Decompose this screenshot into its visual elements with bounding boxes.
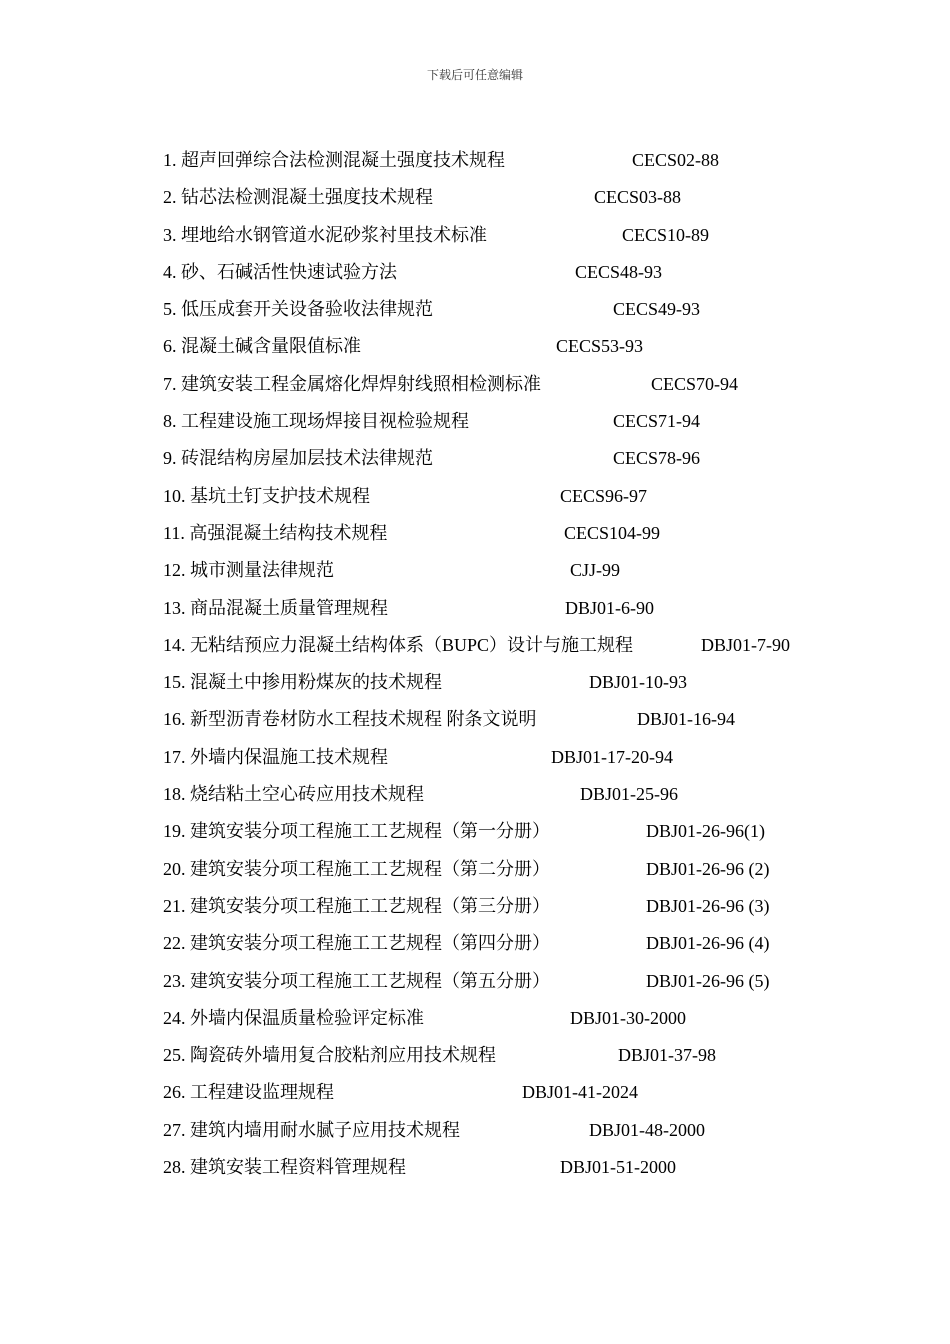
- list-item: [0, 627, 950, 664]
- item-title: 12. 城市测量法律规范: [163, 560, 334, 581]
- list-item: [0, 217, 950, 254]
- list-item: [0, 552, 950, 589]
- list-item: [0, 440, 950, 477]
- list-item: [0, 291, 950, 328]
- item-title: 20. 建筑安装分项工程施工工艺规程（第二分册）: [163, 858, 550, 879]
- list-item: [0, 888, 950, 925]
- item-code: DBJ01-48-2000: [589, 1119, 705, 1140]
- item-code: DBJ01-26-96(1): [646, 821, 765, 842]
- list-item: [0, 1112, 950, 1149]
- item-code: DBJ01-26-96 (2): [646, 858, 770, 879]
- item-code: CECS49-93: [613, 299, 701, 320]
- list-item: [0, 851, 950, 888]
- item-title: 17. 外墙内保温施工技术规程: [163, 746, 388, 767]
- list-item: [0, 1149, 950, 1186]
- item-code: CECS48-93: [575, 261, 663, 282]
- item-title: 1. 超声回弹综合法检测混凝土强度技术规程: [163, 150, 505, 170]
- list-item: [0, 701, 950, 738]
- item-title: 9. 砖混结构房屋加层技术法律规范: [163, 448, 433, 469]
- item-code: DBJ01-25-96: [580, 784, 678, 805]
- item-title: 6. 混凝土碱含量限值标准: [163, 336, 361, 357]
- item-title: 27. 建筑内墙用耐水腻子应用技术规程: [163, 1119, 460, 1140]
- item-code: DBJ01-41-2024: [522, 1082, 638, 1103]
- list-item: [0, 925, 950, 962]
- item-code: CECS70-94: [651, 373, 739, 394]
- list-item: [0, 403, 950, 440]
- item-title: 18. 烧结粘土空心砖应用技术规程: [163, 784, 424, 805]
- item-title: 8. 工程建设施工现场焊接目视检验规程: [163, 411, 469, 432]
- list-item: [0, 366, 950, 403]
- item-code: CECS104-99: [564, 522, 661, 543]
- item-title: 22. 建筑安装分项工程施工工艺规程（第四分册）: [163, 933, 550, 954]
- item-code: DBJ01-7-90: [701, 634, 790, 655]
- list-item: [0, 739, 950, 776]
- list-item: [0, 254, 950, 291]
- list-item: [0, 590, 950, 627]
- list-item: [0, 776, 950, 813]
- item-code: DBJ01-16-94: [637, 709, 735, 730]
- item-title: 16. 新型沥青卷材防水工程技术规程 附条文说明: [163, 709, 537, 730]
- item-title: 2. 钻芯法检测混凝土强度技术规程: [163, 187, 433, 208]
- item-code: DBJ01-30-2000: [570, 1007, 686, 1028]
- item-title: 7. 建筑安装工程金属熔化焊焊射线照相检测标准: [163, 373, 541, 394]
- item-code: DBJ01-51-2000: [560, 1157, 676, 1178]
- item-code: DBJ01-37-98: [618, 1045, 716, 1066]
- list-item: [0, 813, 950, 850]
- list-item: [0, 1037, 950, 1074]
- list-item: [0, 142, 950, 179]
- list-item: [0, 664, 950, 701]
- item-title: 14. 无粘结预应力混凝土结构体系（BUPC）设计与施工规程: [163, 634, 634, 655]
- item-title: 25. 陶瓷砖外墙用复合胶粘剂应用技术规程: [163, 1045, 496, 1066]
- list-item: [0, 1074, 950, 1111]
- item-title: 3. 埋地给水钢管道水泥砂浆衬里技术标准: [163, 224, 487, 245]
- item-title: 19. 建筑安装分项工程施工工艺规程（第一分册）: [163, 821, 550, 842]
- item-code: DBJ01-26-96 (4): [646, 933, 770, 954]
- item-code: DBJ01-17-20-94: [551, 746, 673, 767]
- item-code: CECS02-88: [632, 150, 720, 170]
- list-item: [0, 1000, 950, 1037]
- item-code: DBJ01-26-96 (3): [646, 895, 770, 916]
- item-code: CECS03-88: [594, 187, 682, 208]
- item-title: 26. 工程建设监理规程: [163, 1082, 334, 1103]
- item-code: CECS71-94: [613, 411, 701, 432]
- item-title: 4. 砂、石碱活性快速试验方法: [163, 261, 397, 282]
- item-title: 13. 商品混凝土质量管理规程: [163, 597, 388, 618]
- list-item: [0, 963, 950, 1000]
- item-title: 11. 高强混凝土结构技术规程: [163, 522, 388, 543]
- item-code: CJJ-99: [570, 560, 621, 581]
- list-item: [0, 478, 950, 515]
- item-title: 28. 建筑安装工程资料管理规程: [163, 1157, 406, 1178]
- item-code: DBJ01-10-93: [589, 672, 687, 693]
- page-header: 下载后可任意编辑: [426, 68, 523, 82]
- list-item: [0, 515, 950, 552]
- item-title: 21. 建筑安装分项工程施工工艺规程（第三分册）: [163, 895, 550, 916]
- item-code: CECS96-97: [560, 485, 648, 506]
- item-code: CECS10-89: [622, 224, 710, 245]
- item-title: 5. 低压成套开关设备验收法律规范: [163, 299, 433, 320]
- item-title: 10. 基坑土钉支护技术规程: [163, 485, 370, 506]
- standards-list: [0, 142, 950, 1186]
- list-item: [0, 328, 950, 365]
- item-code: DBJ01-26-96 (5): [646, 970, 770, 991]
- item-title: 23. 建筑安装分项工程施工工艺规程（第五分册）: [163, 970, 550, 991]
- item-code: DBJ01-6-90: [565, 597, 654, 618]
- list-item: [0, 179, 950, 216]
- item-title: 24. 外墙内保温质量检验评定标准: [163, 1007, 424, 1028]
- item-code: CECS78-96: [613, 448, 701, 469]
- item-title: 15. 混凝土中掺用粉煤灰的技术规程: [163, 672, 442, 693]
- item-code: CECS53-93: [556, 336, 644, 357]
